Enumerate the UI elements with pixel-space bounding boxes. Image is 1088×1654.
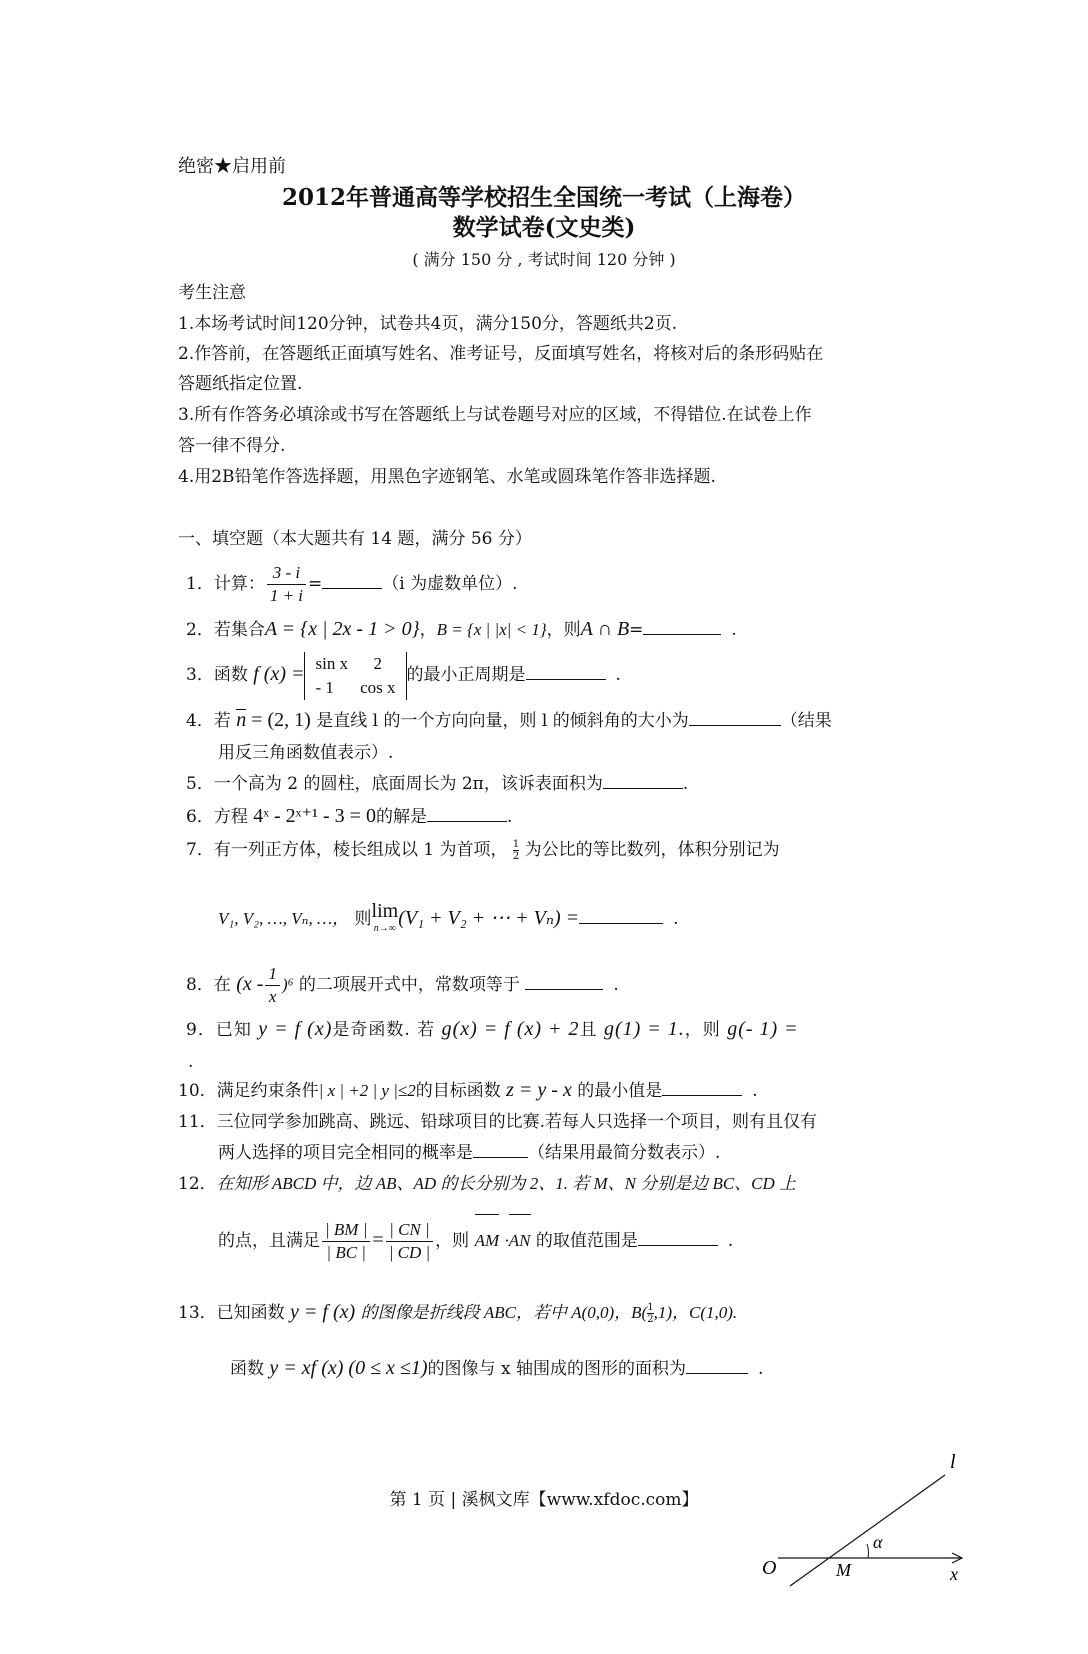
q10-answer-blank[interactable] xyxy=(662,1079,742,1096)
question-1: 1．计算： $\frac{3 - i}{1 + i}$ = （i 为虚数单位）. xyxy=(186,563,518,605)
q1-answer-blank[interactable] xyxy=(322,572,382,589)
line-l xyxy=(790,1475,945,1586)
question-10: 10．满足约束条件| x | +2 | y |≤2的目标函数 z = y - x 的最小值是 . xyxy=(178,1079,758,1101)
notice-item-3: 3.所有作答务必填涂或书写在答题纸上与试卷题号对应的区域，不得错位.在试卷上作 xyxy=(178,405,812,425)
question-11: 11．三位同学参加跳高、跳远、铅球项目的比赛.若每人只选择一个项目，则有且仅有 xyxy=(178,1112,818,1132)
exam-subtitle: 数学试卷(文史类) xyxy=(452,214,636,241)
label-x: x xyxy=(950,1564,958,1584)
notice-item-2: 2.作答前，在答题纸正面填写姓名、准考证号，反面填写姓名，将核对后的条形码贴在 xyxy=(178,344,824,364)
q4-answer-blank[interactable] xyxy=(689,709,781,726)
question-2: 2．若集合A = {x | 2x - 1 > 0}，B = {x | |x| < 1}，则A ∩ B= . xyxy=(186,618,737,640)
question-7-cont: V₁, V₂, …, Vₙ, …， 则 lim n→∞ (V₁ + V₂ + ⋯ + Vₙ) = . xyxy=(218,900,679,938)
question-9-cont: . xyxy=(188,1052,194,1072)
q11-answer-blank[interactable] xyxy=(473,1141,528,1158)
q12-fraction-cn-cd: $\frac{| CN |}{| CD |}$ xyxy=(386,1219,433,1264)
q12-answer-blank[interactable] xyxy=(638,1229,718,1246)
q12-fraction-bm-bc: $\frac{| BM |}{| BC |}$ xyxy=(322,1219,370,1264)
line-angle-figure xyxy=(750,1440,980,1590)
q5-answer-blank[interactable] xyxy=(603,772,683,789)
notice-item-4: 4.用2B铅笔作答选择题，用黑色字迹钢笔、水笔或圆珠笔作答非选择题. xyxy=(178,467,716,487)
page-footer: 第 1 页 | 溪枫文库【www.xfdoc.com】 xyxy=(389,1490,699,1510)
q2-answer-blank[interactable] xyxy=(643,618,721,635)
question-12: 12．在知形 ABCD 中，边 AB、AD 的长分别为 2、1. 若 M、N 分别是边 BC、CD 上 xyxy=(178,1174,797,1194)
q1-fraction: $\frac{3 - i}{1 + i}$ xyxy=(267,562,306,607)
q8-answer-blank[interactable] xyxy=(525,973,603,990)
angle-arc xyxy=(867,1544,868,1558)
q7-answer-blank[interactable] xyxy=(579,907,663,924)
q13-fraction: $\frac{1}{2}$ xyxy=(647,1302,654,1325)
question-13-cont: 函数 y = xf (x) (0 ≤ x ≤1)的图像与 x 轴围成的图形的面积为 . xyxy=(230,1357,764,1379)
notice-item-2-cont: 答题纸指定位置. xyxy=(178,374,303,394)
q7-ratio-fraction: $\frac{1}{2}$ xyxy=(512,839,520,862)
q12-vector-an: AN xyxy=(509,1213,531,1269)
label-l: l xyxy=(950,1451,956,1473)
exam-title: 2012年普通高等学校招生全国统一考试（上海卷） xyxy=(281,184,806,211)
q4-vector-n: n xyxy=(236,709,247,731)
question-11-cont: 两人选择的项目完全相同的概率是 （结果用最简分数表示）. xyxy=(218,1143,721,1163)
q7-limit: lim n→∞ xyxy=(371,899,399,934)
question-3: 3．函数 f (x) = sin x 2 - 1 cos x 的最小正周期是 . xyxy=(186,648,621,701)
question-4: 4．若 n = (2, 1) 是直线 l 的一个方向向量，则 l 的倾斜角的大小为 （结果 xyxy=(186,709,832,731)
question-12-cont: 的点，且满足 $\frac{| BM |}{| BC |}$ = $\frac{| CN |}{| CD |}$ ，则 AM ·AN 的取值范围是 . xyxy=(218,1212,733,1269)
label-o: O xyxy=(762,1557,777,1579)
notice-heading: 考生注意 xyxy=(178,283,246,303)
q3-determinant: sin x 2 - 1 cos x xyxy=(304,652,406,700)
question-7: 7．有一列正方体，棱长组成以 1 为首项， $\frac{1}{2}$ 为公比的等比数列，体积分别记为 xyxy=(186,839,780,862)
secret-label: 绝密★启用前 xyxy=(178,156,286,177)
exam-score-note: ( 满分 150 分 , 考试时间 120 分钟 ) xyxy=(412,250,676,269)
question-9: 9．已知 y = f (x)是奇函数. 若 g(x) = f (x) + 2且 g(1) = 1.，则 g(- 1) = xyxy=(186,1018,799,1040)
label-m: M xyxy=(836,1560,851,1580)
question-5: 5．一个高为 2 的圆柱，底面周长为 2π，该诉表面积为 . xyxy=(186,774,689,794)
question-13: 13．已知函数 y = f (x) 的图像是折线段 ABC，若中 A(0,0)，B( $\frac{1}{2},1$)，C(1,0). xyxy=(178,1301,738,1325)
question-4-cont: 用反三角函数值表示）. xyxy=(218,743,394,763)
section-heading: 一、填空题（本大题共有 14 题，满分 56 分） xyxy=(178,529,532,549)
label-alpha: α xyxy=(873,1532,883,1552)
question-6: 6．方程 4ˣ - 2ˣ⁺¹ - 3 = 0的解是 . xyxy=(186,805,513,827)
notice-item-3-cont: 答一律不得分. xyxy=(178,436,286,456)
q3-answer-blank[interactable] xyxy=(526,663,606,680)
q12-vector-am: AM xyxy=(475,1213,500,1269)
q13-answer-blank[interactable] xyxy=(686,1357,748,1374)
q6-answer-blank[interactable] xyxy=(427,805,507,822)
notice-item-1: 1.本场考试时间120分钟，试卷共4页，满分150分，答题纸共2页. xyxy=(178,314,678,334)
question-8: 8．在 (x - $\frac{1}{x}$ )⁶ 的二项展开式中，常数项等于 . xyxy=(186,964,619,1006)
q8-fraction: $\frac{1}{x}$ xyxy=(265,963,280,1008)
